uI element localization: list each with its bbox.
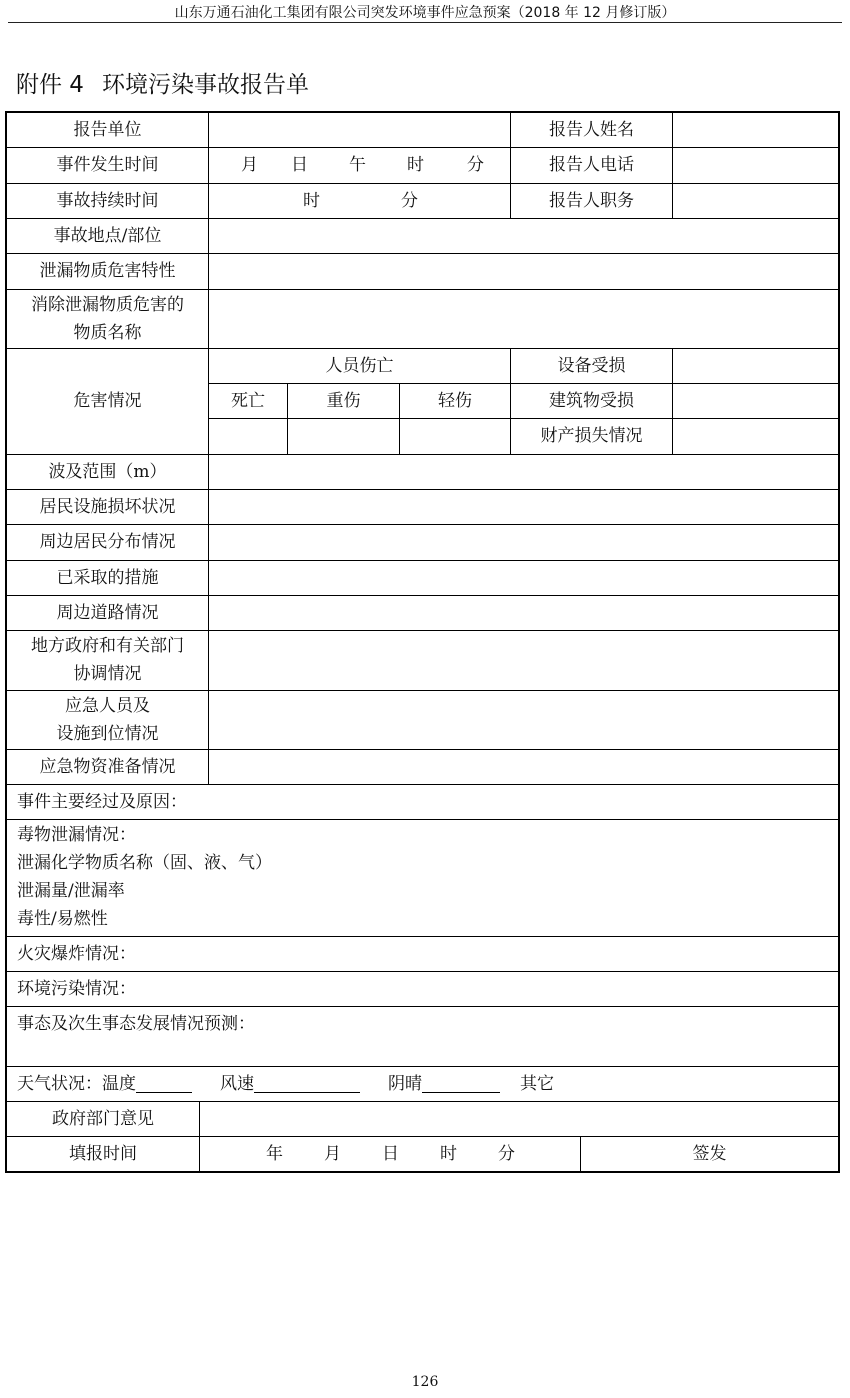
label-equipment-damage: 设备受损 bbox=[557, 355, 626, 376]
field-reporter-phone[interactable] bbox=[673, 147, 838, 183]
label-building-damage: 建筑物受损 bbox=[549, 390, 634, 411]
field-duration[interactable]: 时 分 bbox=[303, 190, 418, 211]
label-minor-injury: 轻伤 bbox=[438, 390, 472, 411]
label-materials: 应急物资准备情况 bbox=[39, 756, 176, 777]
field-materials[interactable] bbox=[209, 749, 838, 784]
field-serious-injury[interactable] bbox=[288, 418, 399, 454]
field-reporter-name[interactable] bbox=[673, 113, 838, 147]
field-equipment-damage[interactable] bbox=[673, 348, 838, 383]
label-occur-time: 事件发生时间 bbox=[56, 155, 159, 175]
field-building-damage[interactable] bbox=[673, 383, 838, 418]
label-report-unit: 报告单位 bbox=[73, 120, 142, 140]
label-roads: 周边道路情况 bbox=[56, 602, 159, 623]
label-location: 事故地点/部位 bbox=[53, 225, 162, 246]
field-roads[interactable] bbox=[209, 595, 838, 630]
field-location[interactable] bbox=[209, 218, 838, 253]
label-personnel: 应急人员及 设施到位情况 bbox=[56, 695, 159, 744]
label-casualties: 人员伤亡 bbox=[325, 355, 394, 376]
label-range: 波及范围（m） bbox=[48, 461, 167, 482]
field-sky[interactable] bbox=[422, 1074, 500, 1093]
label-resident-facility: 居民设施损坏状况 bbox=[39, 496, 176, 517]
title-text: 环境污染事故报告单 bbox=[101, 72, 309, 98]
field-wind-speed[interactable] bbox=[254, 1074, 360, 1093]
field-gov-opinion[interactable] bbox=[200, 1101, 838, 1136]
field-hazard-property[interactable] bbox=[209, 253, 838, 289]
field-resident-distribution[interactable] bbox=[209, 524, 838, 560]
field-death[interactable] bbox=[209, 418, 287, 454]
header-rule bbox=[8, 22, 842, 23]
title-number: 附件 4 bbox=[16, 72, 84, 98]
label-property-loss: 财产损失情况 bbox=[540, 426, 643, 446]
label-duration: 事故持续时间 bbox=[56, 190, 159, 211]
label-process: 事件主要经过及原因： bbox=[17, 791, 187, 812]
label-measures: 已采取的措施 bbox=[56, 567, 159, 588]
field-gov-coordination[interactable] bbox=[209, 630, 838, 690]
field-fill-time[interactable]: 年 月 日 时 分 bbox=[266, 1143, 515, 1164]
label-death: 死亡 bbox=[231, 390, 265, 411]
field-property-loss[interactable] bbox=[673, 418, 838, 454]
label-hazard-property: 泄漏物质危害特性 bbox=[39, 261, 176, 281]
field-reporter-duty[interactable] bbox=[673, 183, 838, 218]
report-form bbox=[5, 111, 840, 1173]
field-eliminate-material[interactable] bbox=[209, 289, 838, 348]
field-range[interactable] bbox=[209, 454, 838, 489]
running-header: 山东万通石油化工集团有限公司突发环境事件应急预案（2018 年 12 月修订版） bbox=[174, 5, 676, 21]
page-number: 126 bbox=[411, 1374, 439, 1390]
field-measures[interactable] bbox=[209, 560, 838, 595]
label-gov-coordination: 地方政府和有关部门 协调情况 bbox=[31, 636, 184, 684]
label-reporter-name: 报告人姓名 bbox=[549, 120, 634, 140]
label-harm: 危害情况 bbox=[73, 391, 142, 411]
label-sign-off[interactable]: 签发 bbox=[692, 1143, 727, 1164]
field-personnel[interactable] bbox=[209, 690, 838, 749]
label-eliminate-material: 消除泄漏物质危害的 物质名称 bbox=[31, 294, 184, 343]
field-resident-facility[interactable] bbox=[209, 489, 838, 524]
page-title bbox=[16, 66, 309, 99]
field-report-unit[interactable] bbox=[209, 113, 510, 147]
field-minor-injury[interactable] bbox=[400, 418, 510, 454]
label-reporter-duty: 报告人职务 bbox=[549, 190, 634, 211]
label-fill-time: 填报时间 bbox=[69, 1143, 137, 1164]
label-fire: 火灾爆炸情况： bbox=[17, 943, 136, 964]
label-forecast: 事态及次生事态发展情况预测： bbox=[17, 1014, 255, 1034]
label-toxic-leak: 毒物泄漏情况： 泄漏化学物质名称（固、液、气） 泄漏量/泄漏率 毒性/易燃性 bbox=[17, 825, 272, 929]
label-environment: 环境污染情况： bbox=[17, 978, 136, 999]
field-temperature[interactable] bbox=[136, 1074, 192, 1093]
label-gov-opinion: 政府部门意见 bbox=[52, 1108, 154, 1129]
weather-row: 天气状况：温度 风速 阴晴 其它 bbox=[17, 1073, 554, 1094]
field-occur-time[interactable]: 月 日 午 时 分 bbox=[241, 155, 484, 175]
label-serious-injury: 重伤 bbox=[326, 390, 361, 411]
label-reporter-phone: 报告人电话 bbox=[549, 155, 634, 175]
label-resident-distribution: 周边居民分布情况 bbox=[39, 532, 176, 552]
